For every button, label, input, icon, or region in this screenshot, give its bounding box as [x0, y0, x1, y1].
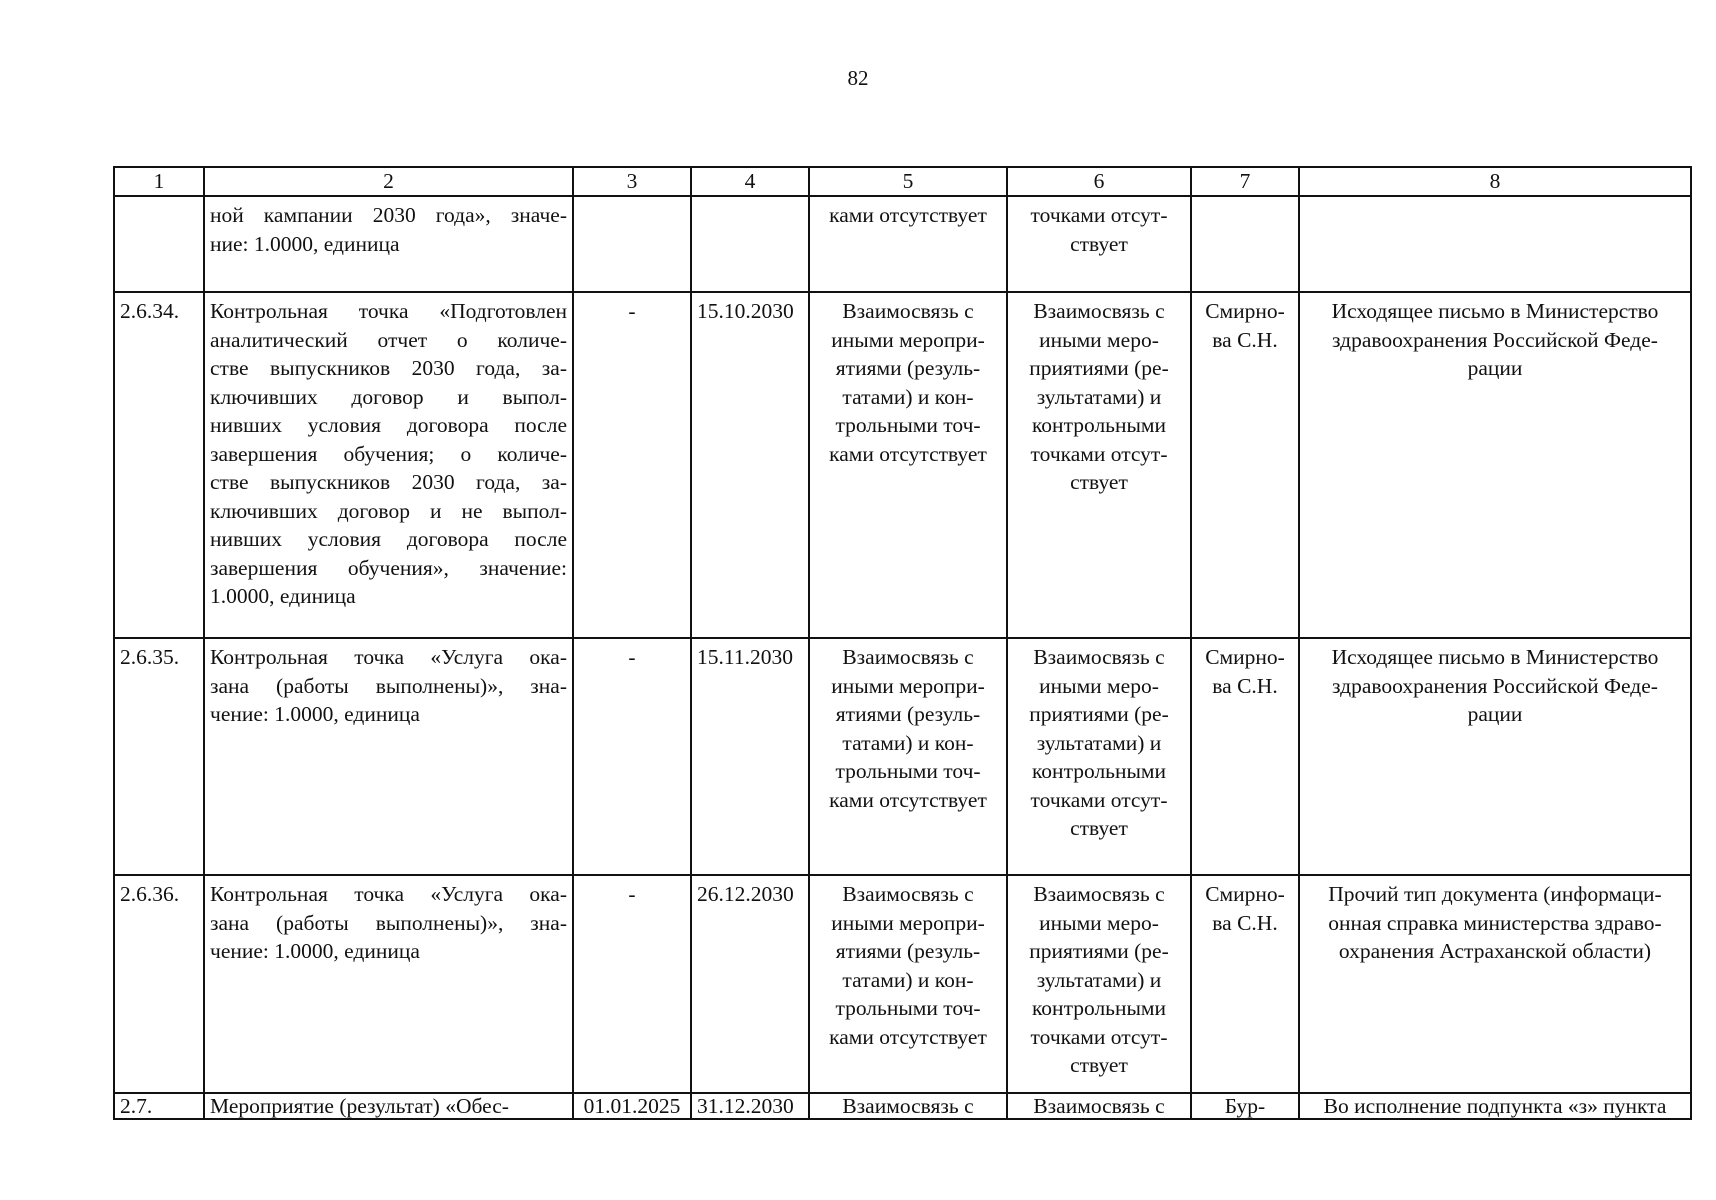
cell-item-name: Контрольная точка «Услуга ока- зана (работы выполнены)», зна- чение: 1.0000, единица	[204, 638, 573, 875]
cell-relation-measures: Взаимосвязь с иными меропри- ятиями (резуль- татами) и кон- трольными точ- ками отсутствует	[809, 638, 1007, 875]
cell-item-name: Контрольная точка «Подготовлен аналитический отчет о количе- стве выпускников 2030 года, за- ключивших договор и выпол- нивших условия договора после завершения обучения; о количе- стве выпускников 2030 года, за- ключивших договор и не выпол- нивших условия договора после завершения обучения», значение: 1.0000, единица	[204, 292, 573, 638]
cell-relation-measures: Взаимосвязь с	[809, 1093, 1007, 1119]
measures-table	[113, 166, 1692, 1120]
table-body	[114, 196, 1691, 1119]
column-header: 6	[1007, 167, 1191, 196]
page-number: 82	[847, 66, 869, 90]
cell-start-date: -	[573, 292, 691, 638]
cell-relation-measures: ками отсутствует	[809, 196, 1007, 292]
cell-start-date: -	[573, 638, 691, 875]
column-header: 4	[691, 167, 809, 196]
cell-document-type	[1299, 196, 1691, 292]
cell-item-name: Мероприятие (результат) «Обес-	[204, 1093, 573, 1119]
table-header-row	[114, 167, 1691, 196]
cell-document-type: Исходящее письмо в Министерство здравоохранения Российской Феде- рации	[1299, 292, 1691, 638]
cell-item-number: 2.6.36.	[114, 875, 204, 1093]
cell-end-date: 15.10.2030	[691, 292, 809, 638]
column-header: 1	[114, 167, 204, 196]
cell-relation-checkpoints: Взаимосвязь с иными меро- приятиями (ре- зультатами) и контрольными точками отсут- ствует	[1007, 292, 1191, 638]
cell-relation-checkpoints: точками отсут- ствует	[1007, 196, 1191, 292]
cell-responsible: Смирно- ва С.Н.	[1191, 638, 1299, 875]
cell-item-name: ной кампании 2030 года», значе- ние: 1.0000, единица	[204, 196, 573, 292]
cell-relation-measures: Взаимосвязь с иными меропри- ятиями (резуль- татами) и кон- трольными точ- ками отсутствует	[809, 875, 1007, 1093]
cell-start-date: -	[573, 875, 691, 1093]
cell-item-number: 2.7.	[114, 1093, 204, 1119]
cell-end-date: 15.11.2030	[691, 638, 809, 875]
table-row	[114, 1093, 1691, 1119]
column-header: 3	[573, 167, 691, 196]
cell-relation-checkpoints: Взаимосвязь с иными меро- приятиями (ре- зультатами) и контрольными точками отсут- ствует	[1007, 638, 1191, 875]
cell-start-date: 01.01.2025	[573, 1093, 691, 1119]
cell-responsible	[1191, 196, 1299, 292]
cell-relation-checkpoints: Взаимосвязь с иными меро- приятиями (ре- зультатами) и контрольными точками отсут- ствует	[1007, 875, 1191, 1093]
column-header: 2	[204, 167, 573, 196]
cell-relation-checkpoints: Взаимосвязь с	[1007, 1093, 1191, 1119]
cell-item-name: Контрольная точка «Услуга ока- зана (работы выполнены)», зна- чение: 1.0000, единица	[204, 875, 573, 1093]
table-row	[114, 875, 1691, 1093]
column-header: 8	[1299, 167, 1691, 196]
cell-item-number	[114, 196, 204, 292]
cell-end-date: 26.12.2030	[691, 875, 809, 1093]
cell-responsible: Бур-	[1191, 1093, 1299, 1119]
cell-relation-measures: Взаимосвязь с иными меропри- ятиями (резуль- татами) и кон- трольными точ- ками отсутствует	[809, 292, 1007, 638]
table-row	[114, 638, 1691, 875]
cell-document-type: Исходящее письмо в Министерство здравоохранения Российской Феде- рации	[1299, 638, 1691, 875]
table-row	[114, 292, 1691, 638]
cell-end-date: 31.12.2030	[691, 1093, 809, 1119]
cell-responsible: Смирно- ва С.Н.	[1191, 875, 1299, 1093]
cell-document-type: Прочий тип документа (информаци- онная справка министерства здраво- охранения Астраханской области)	[1299, 875, 1691, 1093]
cell-start-date	[573, 196, 691, 292]
cell-item-number: 2.6.34.	[114, 292, 204, 638]
table-row	[114, 196, 1691, 292]
cell-responsible: Смирно- ва С.Н.	[1191, 292, 1299, 638]
column-header: 7	[1191, 167, 1299, 196]
cell-item-number: 2.6.35.	[114, 638, 204, 875]
column-header: 5	[809, 167, 1007, 196]
cell-end-date	[691, 196, 809, 292]
cell-document-type: Во исполнение подпункта «з» пункта	[1299, 1093, 1691, 1119]
